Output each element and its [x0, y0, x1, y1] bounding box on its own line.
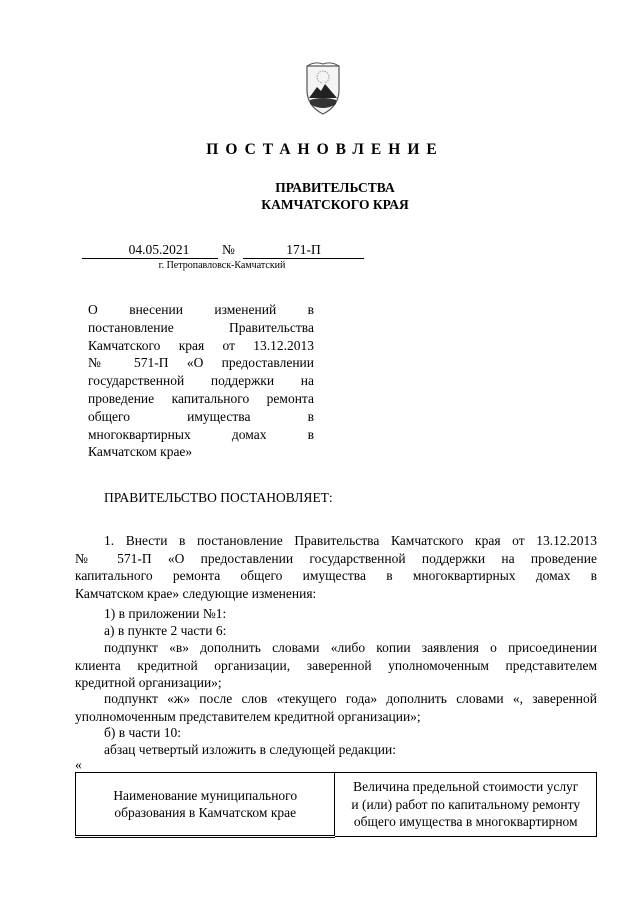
- body-line: клиента кредитной организации, заверенной уполномоченным представителем: [75, 657, 597, 673]
- opening-quote: «: [75, 757, 82, 772]
- issuer-line-2: КАМЧАТСКОГО КРАЯ: [261, 197, 409, 212]
- body-line: 1) в приложении №1:: [104, 606, 227, 621]
- issuer-line-1: ПРАВИТЕЛЬСТВА: [275, 180, 395, 195]
- subject-line: постановление Правительства: [88, 319, 314, 335]
- body-line: подпункт «ж» после слов «текущего года» дополнить словами «, заверенной: [104, 691, 597, 706]
- body-line: Камчатском крае» следующие изменения:: [75, 585, 317, 601]
- table-cell-line: и (или) работ по капитальному ремонту: [351, 796, 581, 812]
- table: [75, 772, 597, 838]
- subject-line: Камчатского края от 13.12.2013: [88, 337, 314, 353]
- subject-line: проведение капитального ремонта: [88, 390, 314, 406]
- document-date: 04.05.2021: [82, 242, 218, 259]
- document-subject: [88, 301, 314, 461]
- document-city: г. Петропавловск-Камчатский: [158, 260, 286, 271]
- body-line: № 571-П «О предоставлении государственной поддержки на проведение: [75, 550, 597, 566]
- subject-line: № 571-П «О предоставлении: [88, 355, 314, 371]
- body-line: а) в пункте 2 части 6:: [104, 623, 227, 638]
- body-line: уполномоченным представителем кредитной организации»;: [75, 708, 421, 724]
- paragraph-3: [75, 622, 597, 640]
- document-number: 171-П: [243, 242, 364, 259]
- paragraph-7: [75, 741, 597, 759]
- body-line: абзац четвертый изложить в следующей редакции:: [104, 742, 396, 757]
- paragraph-2: [75, 605, 597, 623]
- body-line: подпункт «в» дополнить словами «либо копии заявления о присоединении: [104, 640, 597, 655]
- body-line: капитального ремонта общего имущества в многоквартирных домах в: [75, 568, 597, 583]
- table-cell-line: Наименование муниципального: [113, 787, 298, 803]
- subject-line: Камчатском крае»: [88, 444, 193, 460]
- paragraph-5: [75, 690, 597, 725]
- paragraph-1: [75, 532, 597, 602]
- body-line: 1. Внести в постановление Правительства Камчатского края от 13.12.2013: [104, 533, 597, 548]
- subject-line: многоквартирных домах в: [88, 426, 314, 442]
- table-header-municipality: [76, 773, 335, 837]
- subject-line: О внесении изменений в: [88, 302, 314, 317]
- table-cell-line: образования в Камчатском крае: [114, 805, 297, 820]
- body-line: кредитной организации»;: [75, 675, 222, 690]
- subject-line: государственной поддержки на: [88, 373, 314, 389]
- table-cell-line: общего имущества в многоквартирном: [353, 814, 578, 830]
- table-cell-line: Величина предельной стоимости услуг: [353, 779, 579, 795]
- document-type-title: ПОСТАНОВЛЕНИЕ: [206, 141, 444, 158]
- table-row: [76, 773, 597, 837]
- paragraph-6: [75, 724, 597, 742]
- kamchatka-coat-of-arms-icon: [303, 60, 343, 116]
- table-header-cost: [335, 773, 597, 837]
- paragraph-4: [75, 639, 597, 692]
- body-line: б) в части 10:: [104, 725, 182, 740]
- subject-line: общего имущества в: [88, 408, 314, 424]
- preamble: ПРАВИТЕЛЬСТВО ПОСТАНОВЛЯЕТ:: [104, 490, 333, 505]
- number-sign: №: [222, 242, 235, 257]
